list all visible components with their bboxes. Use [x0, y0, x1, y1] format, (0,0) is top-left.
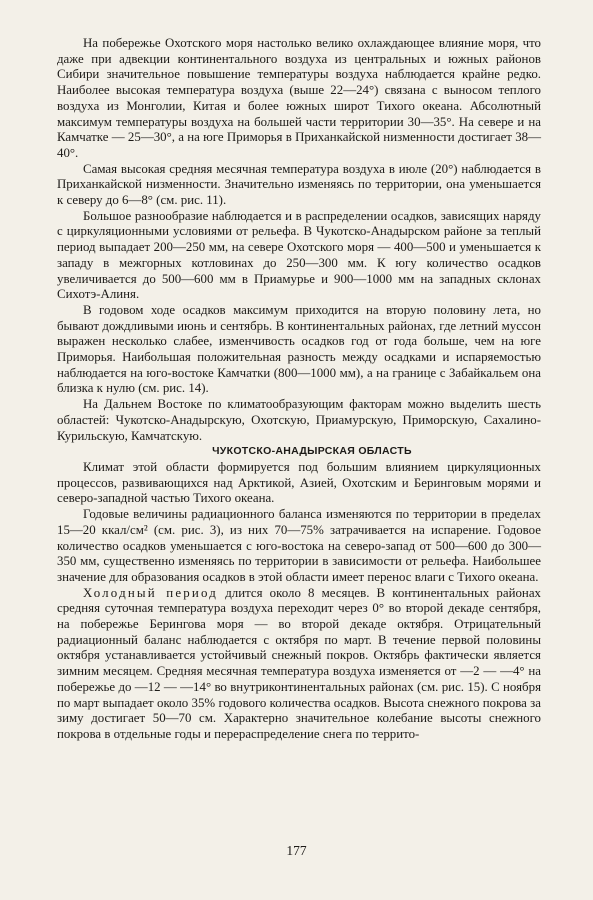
paragraph: Годовые величины радиационного баланса изменяются по территории в пределах 15—20 ккал/см² (см. рис. 3), из них 70—75% затрачивается на испарение. Годовое количество осадков уменьшается с юго-востока на северо-запад от 500—600 до 300—350 мм, существенно изменяясь по территории в зависимости от рельефа. Наибольшее значение для образования осадков в этой области имеет перенос влаги с Тихого океана.	[57, 507, 541, 584]
page-body	[57, 36, 541, 743]
cold-period-heading: Холодный период	[83, 585, 219, 600]
paragraph: В годовом ходе осадков максимум приходится на вторую половину лета, но бывают дождливыми июнь и сентябрь. В континентальных районах, где летний муссон выражен несколько слабее, изменчивость осадков год от года больше, чем на юге Приморья. Наибольшая положительная разность между осадками и испаряемостью наблюдается на юго-востоке Камчатки (800—1000 мм), а на границе с Забайкальем она близка к нулю (см. рис. 14).	[57, 302, 541, 396]
paragraph: Самая высокая средняя месячная температура воздуха в июле (20°) наблюдается в Приханкайской низменности. Значительно изменяясь по территории, она уменьшается к северу до 6—8° (см. рис. 11).	[57, 161, 541, 208]
paragraph: На Дальнем Востоке по климатообразующим факторам можно выделить шесть областей: Чукотско-Анадырскую, Охотскую, Приамурскую, Приморскую, Сахалино-Курильскую, Камчатскую.	[57, 397, 541, 443]
paragraph: На побережье Охотского моря настолько велико охлаждающее влияние моря, что даже при адвекции континентального воздуха из центральных и южных районов Сибири значительное повышение температуры воздуха наблюдается крайне редко. Наиболее высокая температура воздуха (выше 22—24°) связана с выносом теплого воздуха из Монголии, Китая и более южных широт Тихого океана. Абсолютный максимум температуры воздуха на большей части территории 30—35°. На севере и на Камчатке — 25—30°, а на юге Приморья в Приханкайской низменности достигает 38—40°.	[57, 36, 541, 160]
section-heading: ЧУКОТСКО-АНАДЫРСКАЯ ОБЛАСТЬ	[212, 445, 412, 458]
cold-period-text: длится около 8 месяцев. В континентальных районах средняя суточная температура воздуха переходит через 0° во второй декаде сентября, на побережье Берингова моря — во второй декаде октября. Отрицательный радиационный баланс наблюдается с октября по март. В течение первой половины октября устанавливается устойчивый снежный покров. Октябрь фактически является зимним месяцем. Средняя месячная температура воздуха изменяется от —2 — —4° на побережье до —12 — —14° во внутриконтинентальных районах (см. рис. 15). С ноября по март выпадает около 35% годового количества осадков. Высота снежного покрова за зиму достигает 50—70 см. Характерно значительное колебание высоты снежного покрова в отдельные годы и перераспределение снега по террито-	[57, 585, 541, 741]
paragraph-cold-period	[57, 586, 541, 743]
paragraph: Большое разнообразие наблюдается и в распределении осадков, зависящих наряду с циркуляционными условиями от рельефа. В Чукотско-Анадырском районе за теплый период выпадает 200—250 мм, на севере Охотского моря — 400—500 и уменьшается к западу в межгорных котловинах до 250—300 мм. К югу количество осадков увеличивается до 500—600 мм в Приамурье и 900—1000 мм на западных склонах Сихотэ-Алиня.	[57, 208, 541, 302]
paragraph: Климат этой области формируется под большим влиянием циркуляционных процессов, развивающихся над Арктикой, Азией, Охотским и Беринговым морями и северо-западной частью Тихого океана.	[57, 459, 541, 506]
page-number: 177	[286, 843, 307, 858]
